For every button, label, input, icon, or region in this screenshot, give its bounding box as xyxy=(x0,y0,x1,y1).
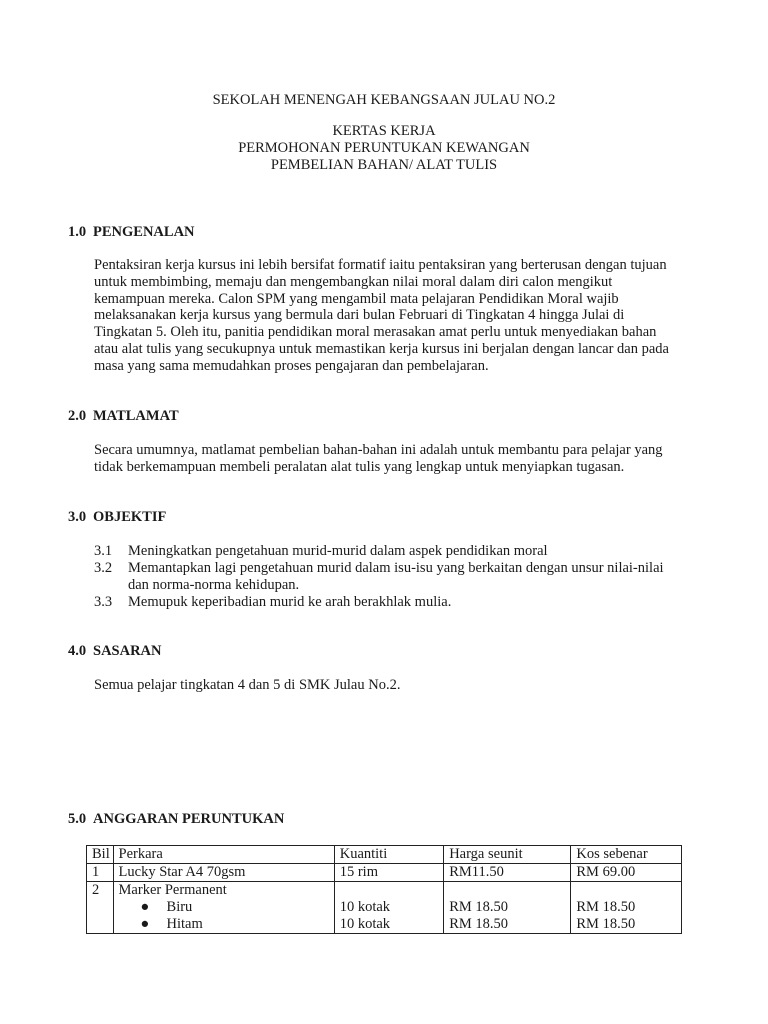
section-title: PENGENALAN xyxy=(93,224,195,240)
document-type: KERTAS KERJA xyxy=(332,123,436,139)
section-heading-target xyxy=(68,643,162,660)
cell-perkara: Lucky Star A4 70gsm xyxy=(113,864,334,882)
paragraph-line: Pentaksiran kerja kursus ini lebih bersifat formatif iaitu pentaksiran yang berterusan dengan tujuan xyxy=(94,257,667,273)
school-name: SEKOLAH MENENGAH KEBANGSAAN JULAU NO.2 xyxy=(212,92,556,108)
sub-item-qty: 10 kotak xyxy=(339,899,391,915)
section-heading-objectives xyxy=(68,509,166,526)
paragraph-line: Secara umumnya, matlamat pembelian bahan-bahan ini adalah untuk membantu para pelajar yang xyxy=(94,442,663,458)
section-number: 4.0 xyxy=(68,643,87,659)
objective-number: 3.3 xyxy=(94,594,113,610)
column-header-harga: Harga seunit xyxy=(444,846,571,864)
sub-item-name: Biru xyxy=(166,899,193,915)
cell-bil: 2 xyxy=(87,882,114,934)
intro-paragraph xyxy=(94,257,714,375)
paragraph-line: Semua pelajar tingkatan 4 dan 5 di SMK Julau No.2. xyxy=(94,677,401,693)
sub-item-qty: 10 kotak xyxy=(339,916,391,932)
column-header-bil: Bil xyxy=(87,846,114,864)
sub-item-name: Hitam xyxy=(166,916,203,932)
section-heading-intro xyxy=(68,224,195,241)
objective-text: dan norma-norma kehidupan. xyxy=(128,577,300,593)
paragraph-line: atau alat tulis yang secukupnya untuk memastikan kerja kursus ini berjalan dengan lancar dan pada xyxy=(94,340,669,357)
sub-item-price: RM 18.50 xyxy=(449,916,509,932)
bullet-icon: ● xyxy=(140,916,150,932)
objective-text: Meningkatkan pengetahuan murid-murid dalam aspek pendidikan moral xyxy=(128,543,548,559)
cell-bil: 1 xyxy=(87,864,114,882)
budget-table xyxy=(86,845,682,934)
paragraph-line: kemampuan mereka. Calon SPM yang mengambil mata pelajaran Pendidikan Moral wajib xyxy=(94,290,619,307)
cell-kos: RM 69.00 xyxy=(571,864,682,882)
cell-kuantiti xyxy=(334,882,443,934)
paragraph-line: Tingkatan 5. Oleh itu, panitia pendidikan moral merasakan amat perlu untuk menyediakan bahan xyxy=(94,324,657,341)
section-number: 2.0 xyxy=(68,408,87,424)
paragraph-line: untuk membimbing, memaju dan mengembangkan nilai moral dalam diri calon mengikut xyxy=(94,273,613,290)
section-number: 5.0 xyxy=(68,811,87,827)
bullet-icon: ● xyxy=(140,899,150,915)
cell-harga xyxy=(444,882,571,934)
section-heading-goal xyxy=(68,408,179,425)
cell-kos xyxy=(571,882,682,934)
target-paragraph xyxy=(94,677,714,694)
table-row xyxy=(87,864,682,882)
objective-number: 3.1 xyxy=(94,543,113,559)
column-header-kos: Kos sebenar xyxy=(571,846,682,864)
goal-paragraph xyxy=(94,442,714,476)
sub-item-cost: RM 18.50 xyxy=(576,916,636,932)
section-heading-budget xyxy=(68,811,284,828)
section-title: ANGGARAN PERUNTUKAN xyxy=(93,811,285,827)
paragraph-line: masa yang sama memudahkan proses pengajaran dan pembelajaran. xyxy=(94,357,489,374)
section-title: OBJEKTIF xyxy=(93,509,167,525)
table-header-row xyxy=(87,846,682,864)
section-title: MATLAMAT xyxy=(93,408,179,424)
objective-text: Memantapkan lagi pengetahuan murid dalam isu-isu yang berkaitan dengan unsur nilai-nilai xyxy=(128,560,664,576)
column-header-kuantiti: Kuantiti xyxy=(334,846,443,864)
sub-item xyxy=(119,916,329,933)
item-name: Marker Permanent xyxy=(118,882,227,898)
table-row xyxy=(87,882,682,934)
column-header-perkara: Perkara xyxy=(113,846,334,864)
cell-kuantiti: 15 rim xyxy=(334,864,443,882)
document-title-line-1: PERMOHONAN PERUNTUKAN KEWANGAN xyxy=(238,140,530,156)
sub-item-cost: RM 18.50 xyxy=(576,899,636,915)
document-title-line-2: PEMBELIAN BAHAN/ ALAT TULIS xyxy=(270,157,498,173)
cell-harga: RM11.50 xyxy=(444,864,571,882)
cell-perkara xyxy=(113,882,334,934)
sub-item xyxy=(119,899,329,916)
objective-text: Memupuk keperibadian murid ke arah berakhlak mulia. xyxy=(128,594,452,610)
paragraph-line: tidak berkemampuan membeli peralatan alat tulis yang lengkap untuk menyiapkan tugasan. xyxy=(94,458,625,475)
paragraph-line: melaksanakan kerja kursus yang bermula dari bulan Februari di Tingkatan 4 hingga Julai di xyxy=(94,307,625,324)
objective-number: 3.2 xyxy=(94,560,113,576)
section-number: 3.0 xyxy=(68,509,87,525)
sub-item-price: RM 18.50 xyxy=(449,899,509,915)
section-title: SASARAN xyxy=(93,643,162,659)
section-number: 1.0 xyxy=(68,224,87,240)
